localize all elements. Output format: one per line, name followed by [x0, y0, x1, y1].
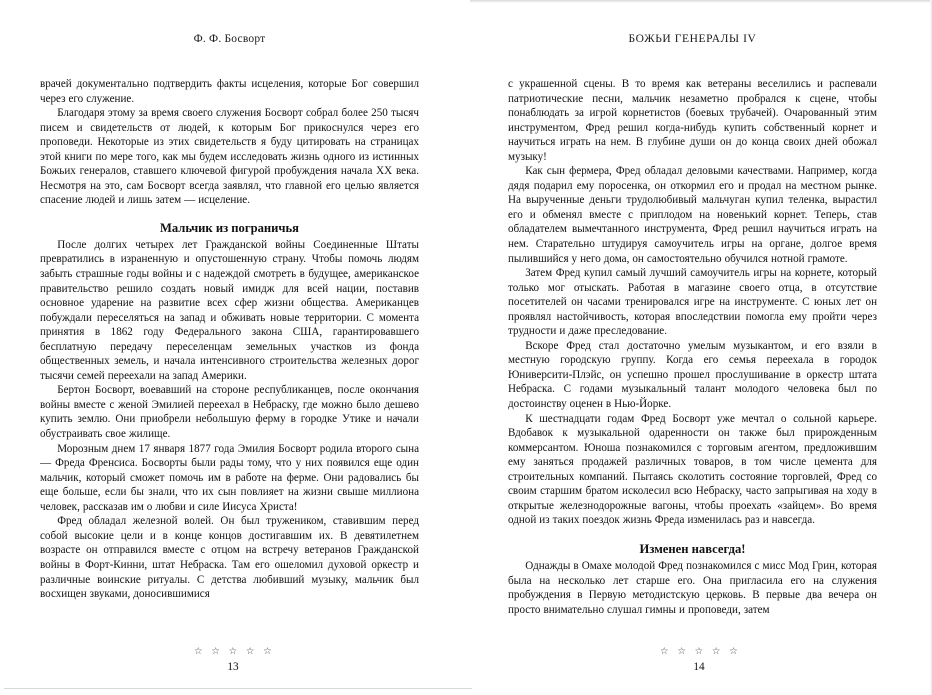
paragraph: Благодаря этому за время своего служения Босворт собрал более 250 тысяч писем и свидетельств от людей, к которым Бог прикоснулся через его проповеди. Некоторые из этих свидетельств я буду цитировать на страницах этой книги по мере того, как мы будем исследовать жизнь одного из истинных Божьих генералов, ставшего ключевой фигурой пробуждения начала XX века. Несмотря на это, сам Босворт всегда заявлял, что главной его целью является спасение людей и лишь затем — исцеление.: [40, 107, 419, 207]
right-running-head: БОЖЬИ ГЕНЕРАЛЫ IV: [628, 33, 757, 45]
right-page: [466, 0, 932, 695]
paragraph: После долгих четырех лет Гражданской войны Соединенные Штаты превратились в израненную и опустошенную страну. Чтобы помочь людям забыть страшные годы войны и с надеждой смотреть в будущее, американское правительство решило создать новый имидж для всей нации, поставив основное ударение на развитие всех сфер жизни общества. Американцев побуждали переселяться на запад и обживать новые территории. С момента принятия в 1862 году Федерального закона США, гарантировавшего бесплатную передачу переселенцам земельных участков из фонда общественных земель, и начала интенсивного строительства железных дорог тысячи семей переехали на запад Америки.: [40, 238, 419, 382]
left-running-head: Ф. Ф. Босворт: [193, 33, 266, 45]
paragraph: Вскоре Фред стал достаточно умелым музыкантом, и его взяли в местную городскую группу. Когда его семья переехала в городок Юниверсити-Плэйс, он успешно прошел прослушивание в оркестр штата Небраска. С годами музыкальный талант молодого человека был по достоинству оценен в Нью-Йорке.: [508, 339, 877, 411]
section-heading-changed-forever: Изменен навсегда!: [639, 541, 746, 556]
section-heading-boy-from-frontier: Мальчик из пограничья: [160, 220, 299, 235]
paragraph: врачей документально подтвердить факты исцеления, которые Бог совершил через его служение.: [40, 78, 419, 105]
paragraph: Морозным днем 17 января 1877 года Эмилия Босворт родила второго сына — Фреда Френсиса. Босворты были рады тому, что у них появился еще один мальчик, который сможет помочь им в работе на ферме. Они радовались бы еще больше, если бы знали, что их сын повлияет на жизни свыше миллиона человек, рассказав им о любви и силе Иисуса Христа!: [40, 442, 419, 513]
right-body-text: [508, 77, 877, 617]
paragraph: Однажды в Омахе молодой Фред познакомился с мисс Мод Грин, которая была на несколько лет старше его. Она пригласила его на служения пробуждения в Первую методистскую церковь. В первые два вечера он просто внимательно слушал гимны и проповеди, затем: [508, 559, 877, 616]
right-folio: [466, 646, 932, 675]
star-separator-icon: ☆ ☆ ☆ ☆ ☆: [194, 647, 275, 657]
left-body-text: [40, 77, 419, 602]
paragraph: Фред обладал железной волей. Он был тружеником, ставившим перед собой высокие цели и в конце концов достигавшим их. В девятилетнем возрасте он отправился вместе с отцом на встречу ветеранов Гражданской войны в Форт-Кинни, штат Небраска. Там его ошеломил духовой оркестр и различные воинские ритуалы. С детства любивший музыку, мальчик был восхищен звуками, доносившимися: [40, 515, 419, 601]
paragraph: К шестнадцати годам Фред Босворт уже мечтал о сольной карьере. Вдобавок к музыкальной одаренности он также был прирожденным коммерсантом. Юноша познакомился с торговым агентом, предложившим ему заняться продажей различных товаров, в том числе цемента для строительных компаний. Пытаясь сколотить состояние торговлей, Фред со своим старшим братом исколесил всю Небраску, часто запрыгивая на ходу в открытые железнодорожные вагоны, чтобы проехать «зайцем». Во время одной из таких поездок жизнь Фреда изменилась раз и навсегда.: [508, 412, 877, 527]
page-number: 13: [227, 661, 239, 673]
paragraph: Затем Фред купил самый лучший самоучитель игры на корнете, который только мог отыскать. Работая в магазине своего отца, в отсутствие посетителей он часами тренировался игре на инструменте. С юных лет он проявлял настойчивость, которая впоследствии помогла ему пройти через трудности и даже преследование.: [508, 267, 877, 338]
paragraph: Бертон Босворт, воевавший на стороне республиканцев, после окончания войны вместе с женой Эмилией переехал в Небраску, где можно было дешево купить землю. Они приобрели небольшую ферму в городке Утике и начали обустраивать свое жилище.: [40, 384, 419, 441]
star-separator-icon: ☆ ☆ ☆ ☆ ☆: [660, 647, 741, 657]
page-number: 14: [693, 661, 705, 673]
paragraph: Как сын фермера, Фред обладал деловыми качествами. Например, когда дядя подарил ему поросенка, он откормил его и продал на местном рынке. На вырученные деньги трудолюбивый мальчуган купил теленка, вырастил его и обменял вместе с приплодом на новенький корнет. Теперь, став обладателем вымечтанного инструмента, Фред решил научиться играть на нем. Старательно штудируя самоучитель игры на органе, долгое время пылившийся у него дома, он самостоятельно обучился нотной грамоте.: [508, 165, 877, 265]
paragraph: с украшенной сцены. В то время как ветераны веселились и распевали патриотические песни, мальчик незаметно пробрался к сцене, чтобы понаблюдать за игрой корнетистов (боевых трубачей). Очарованный этим инструментом, Фред решил когда-нибудь купить собственный корнет и научиться играть на нем. В глубине души он до конца своих дней обожал музыку!: [508, 78, 877, 163]
left-folio: [0, 646, 466, 675]
